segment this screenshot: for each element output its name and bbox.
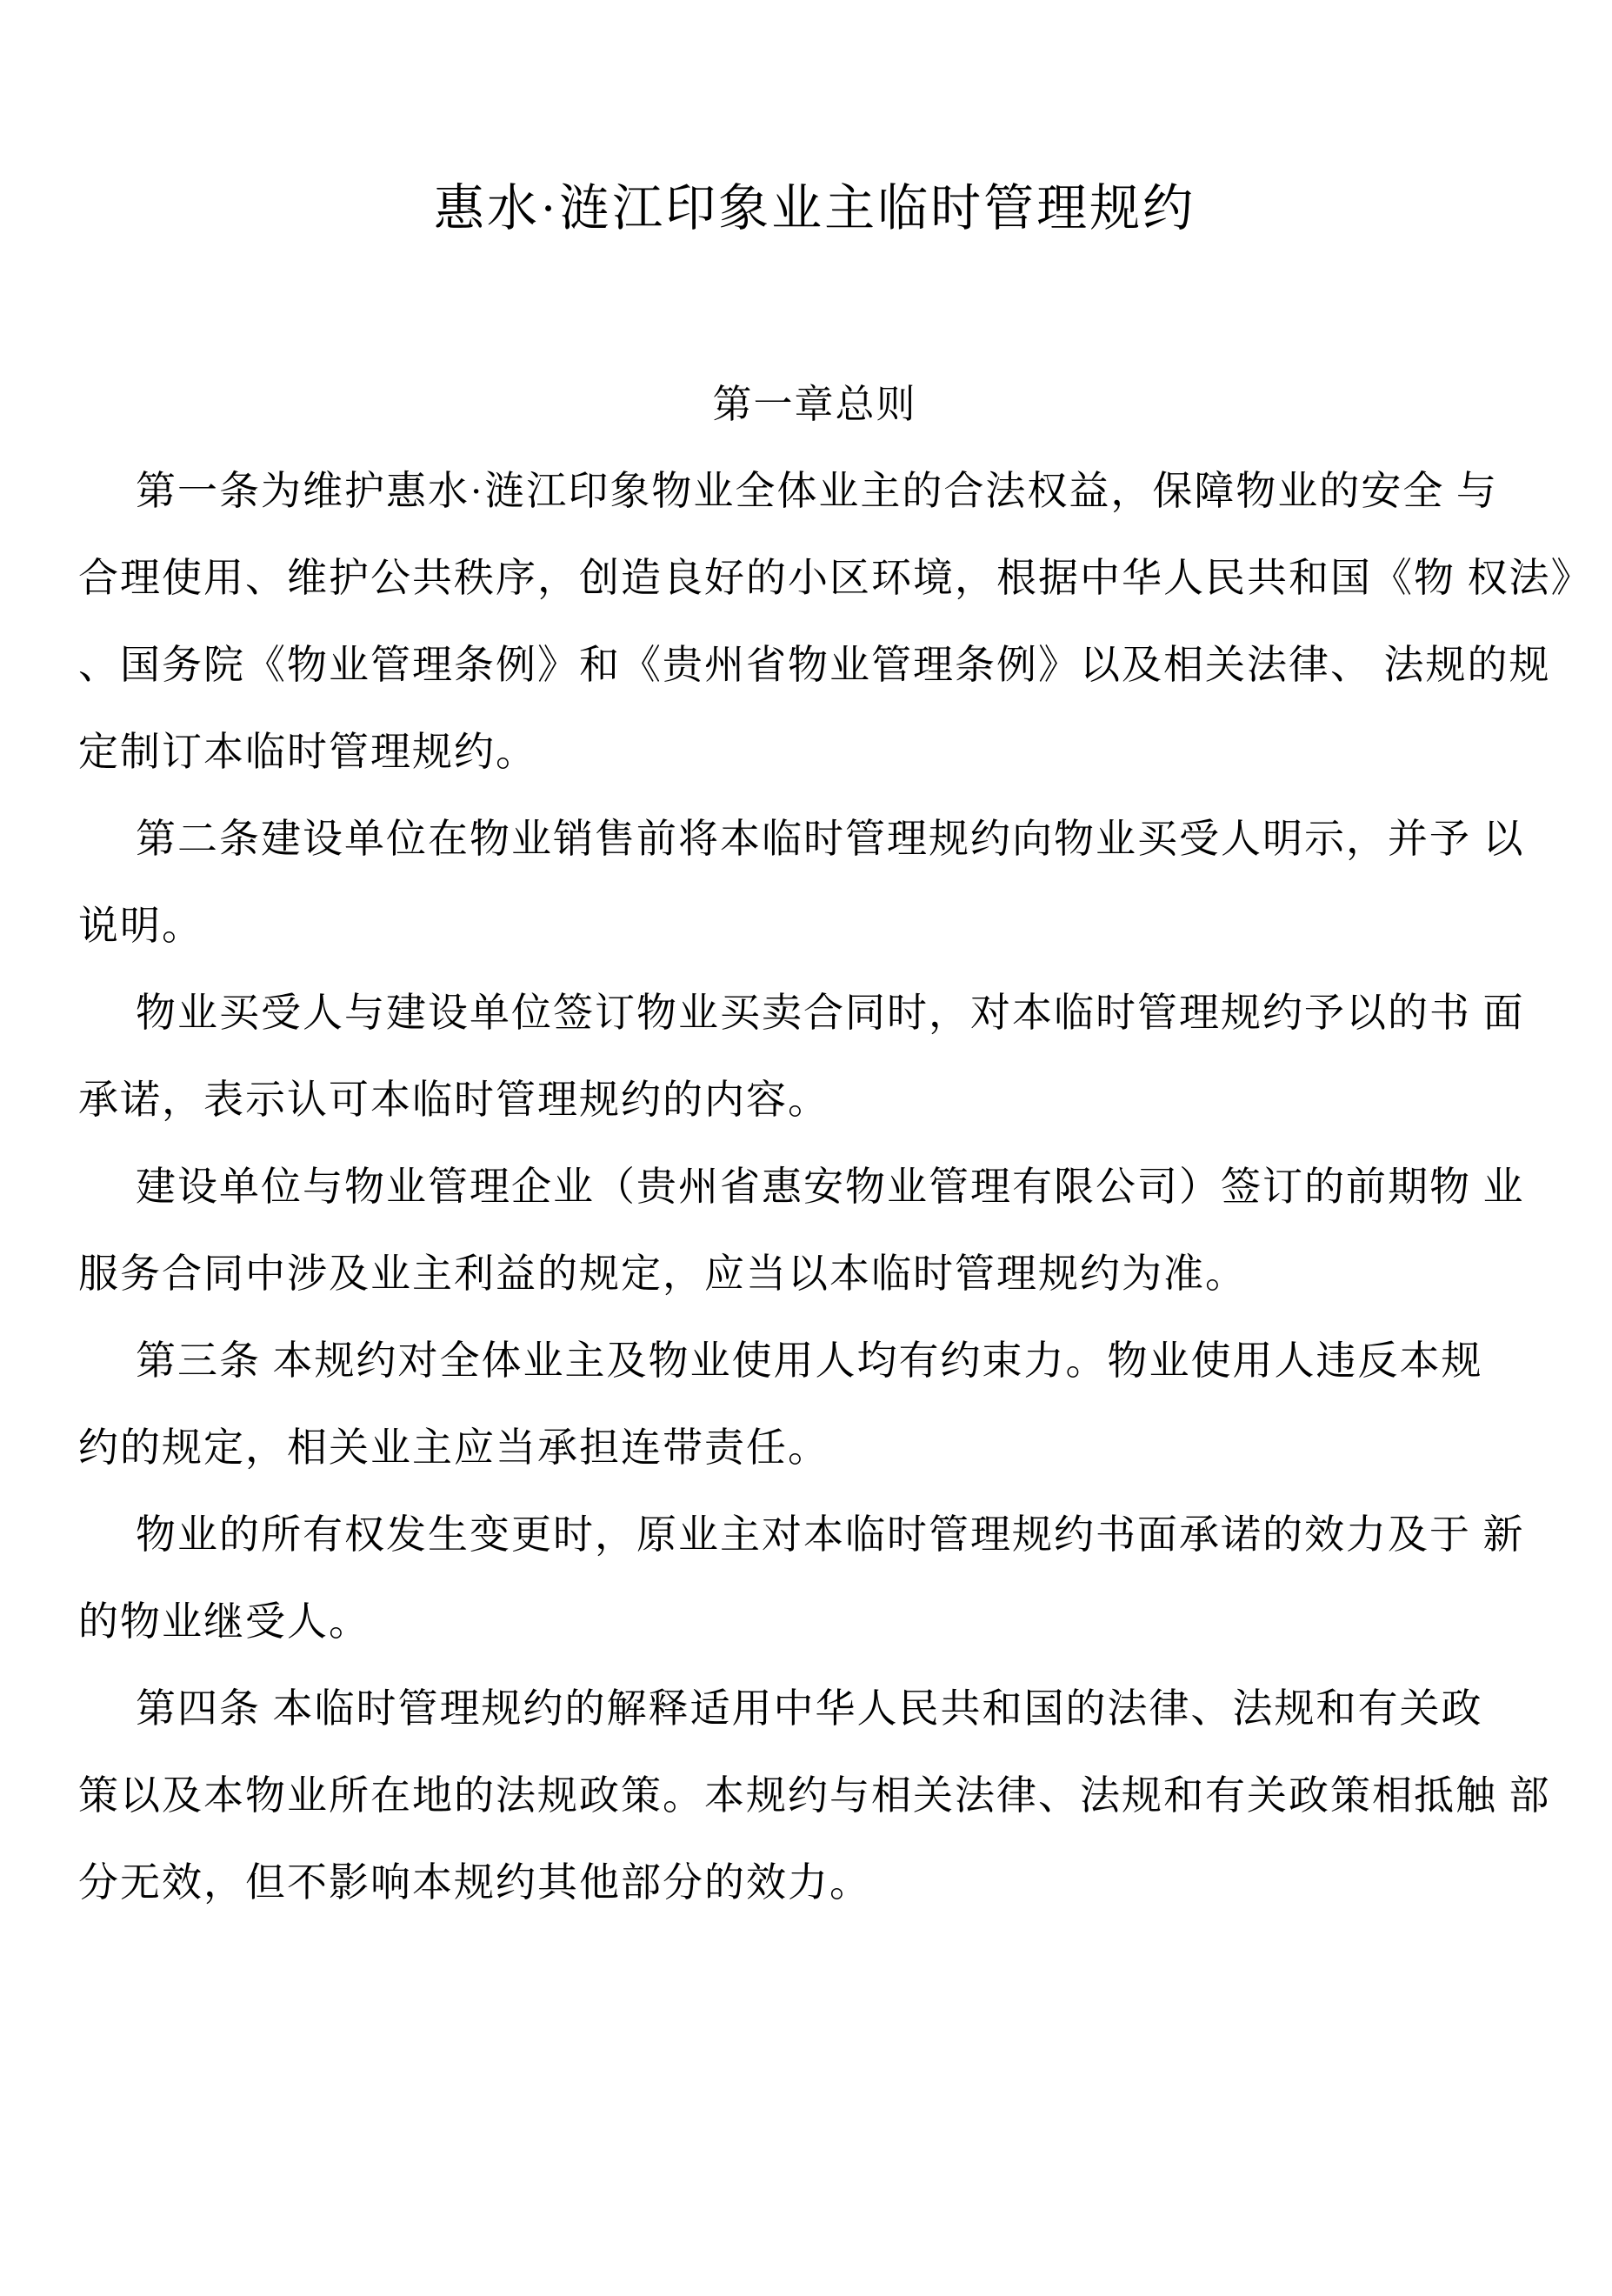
text-line: 第一条为维护惠水·涟江印象物业全体业主的合法权益，保障物业的安全 与 <box>136 469 1498 513</box>
text-line: 物业的所有权发生变更时，原业主对本临时管理规约书面承诺的效力及于 新 <box>136 1512 1525 1557</box>
text-line: 承诺，表示认可本临时管理规约的内容。 <box>78 1078 829 1122</box>
text-line: 说明。 <box>78 904 203 948</box>
text-line: 定制订本临时管理规约。 <box>78 730 537 774</box>
text-line: 第三条 本规约对全体业主及物业使用人均有约束力。物业使用人违反本规 <box>136 1338 1483 1383</box>
text-line: 合理使用、维护公共秩序，创造良好的小区环境，根据中华人民共和国《物 权法》 <box>78 556 1593 600</box>
document-body <box>78 448 1593 1926</box>
text-line: 策以及本物业所在地的法规政策。本规约与相关法律、法规和有关政策相抵触 部 <box>78 1773 1551 1818</box>
text-line: 的物业继受人。 <box>78 1599 370 1644</box>
chapter-heading: 第一章总则 <box>712 383 917 426</box>
text-line: 分无效，但不影响本规约其他部分的效力。 <box>78 1860 871 1905</box>
text-line: 第四条 本临时管理规约的解释适用中华人民共和国的法律、法规和有关政 <box>136 1686 1483 1731</box>
text-line: 物业买受人与建设单位签订物业买卖合同时，对本临时管理规约予以的书 面 <box>136 991 1525 1035</box>
text-line: 约的规定，相关业主应当承担连带责任。 <box>78 1425 829 1470</box>
text-line: 、国务院《物业管理条例》和《贵州省物业管理条例》以及相关法律、 法规的规 <box>78 643 1551 687</box>
text-line: 建设单位与物业管理企业（贵州省惠安物业管理有限公司）签订的前期物 业 <box>136 1165 1525 1209</box>
text-line: 第二条建设单位在物业销售前将本临时管理规约向物业买受人明示，并予 以 <box>136 817 1525 861</box>
document-title: 惠水·涟江印象业主临时管理规约 <box>433 180 1196 237</box>
text-line: 服务合同中涉及业主利益的规定，应当以本临时管理规约为准。 <box>78 1251 1247 1296</box>
